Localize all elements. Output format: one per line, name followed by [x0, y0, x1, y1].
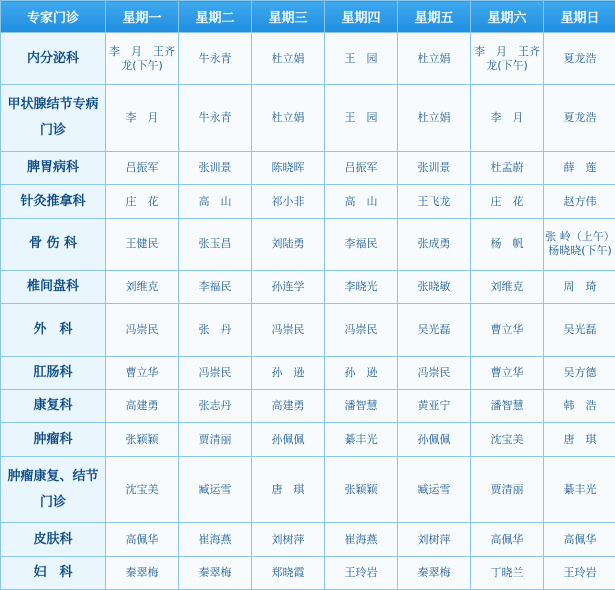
doctor-name: 祁小非: [271, 194, 305, 208]
doctor-cell: [106, 356, 179, 389]
doctor-name: 陈晓晖: [271, 161, 305, 175]
doctor-cell: [179, 152, 252, 185]
doctor-name: 张 岭（上午）杨晓晓(下午): [545, 230, 615, 258]
doctor-name: 庄 花: [125, 194, 159, 208]
doctor-cell: [106, 523, 179, 556]
doctor-cell: [544, 304, 615, 356]
department-name: 肿瘤科: [1, 423, 106, 456]
doctor-cell: [544, 152, 615, 185]
doctor-name: 牛永青: [198, 51, 232, 65]
doctor-cell: [398, 33, 471, 85]
doctor-cell: [252, 271, 325, 304]
doctor-name: 高建勇: [125, 399, 159, 413]
doctor-cell: [106, 185, 179, 218]
doctor-name: 吕振军: [344, 161, 378, 175]
doctor-cell: [106, 152, 179, 185]
doctor-cell: [325, 218, 398, 270]
table-row: [1, 218, 615, 270]
header-day-thu: 星期四: [325, 1, 398, 33]
doctor-cell: [398, 556, 471, 589]
doctor-name: 王玲岩: [344, 565, 378, 579]
table-row: [1, 304, 615, 356]
table-row: [1, 33, 615, 85]
doctor-name: 赵方伟: [563, 194, 597, 208]
doctor-name: 李 月 王齐龙(下午): [109, 44, 175, 72]
doctor-name: 吴光磊: [417, 323, 451, 337]
doctor-name: 张成勇: [417, 237, 451, 251]
doctor-cell: [106, 218, 179, 270]
table-row: [1, 390, 615, 423]
doctor-name: 曹立华: [125, 366, 159, 380]
doctor-name: 张 丹: [198, 323, 232, 337]
doctor-cell: [544, 390, 615, 423]
doctor-cell: [471, 218, 544, 270]
doctor-cell: [325, 271, 398, 304]
doctor-name: 张志丹: [198, 399, 232, 413]
doctor-name: 高佩华: [490, 532, 524, 546]
doctor-name: 杜立娟: [271, 51, 305, 65]
doctor-cell: [471, 85, 544, 152]
doctor-cell: [179, 218, 252, 270]
doctor-cell: [179, 523, 252, 556]
doctor-name: 李晓光: [344, 280, 378, 294]
doctor-name: 夏龙浩: [563, 111, 597, 125]
doctor-cell: [179, 271, 252, 304]
doctor-cell: [252, 423, 325, 456]
doctor-name: 綦丰光: [563, 482, 597, 496]
doctor-name: 秦翠梅: [198, 565, 232, 579]
doctor-cell: [325, 33, 398, 85]
doctor-name: 吕振军: [125, 161, 159, 175]
doctor-name: 沈宝美: [490, 432, 524, 446]
doctor-cell: [106, 271, 179, 304]
doctor-name: 杜立娟: [271, 111, 305, 125]
doctor-name: 李福民: [344, 237, 378, 251]
doctor-name: 冯崇民: [198, 366, 232, 380]
doctor-name: 张训景: [417, 161, 451, 175]
table-row: [1, 456, 615, 523]
doctor-name: 唐 琪: [271, 482, 305, 496]
doctor-cell: [325, 85, 398, 152]
doctor-cell: [325, 456, 398, 523]
doctor-cell: [252, 185, 325, 218]
doctor-name: 孙 逊: [271, 366, 305, 380]
doctor-cell: [179, 423, 252, 456]
header-day-tue: 星期二: [179, 1, 252, 33]
doctor-name: 庄 花: [490, 194, 524, 208]
header-corner: 专家门诊: [1, 1, 106, 33]
department-name: 妇 科: [1, 556, 106, 589]
doctor-cell: [106, 423, 179, 456]
doctor-cell: [106, 85, 179, 152]
header-day-fri: 星期五: [398, 1, 471, 33]
doctor-name: 王 园: [344, 111, 378, 125]
table-row: [1, 356, 615, 389]
department-name: 皮肤科: [1, 523, 106, 556]
doctor-name: 冯崇民: [417, 366, 451, 380]
doctor-name: 高 山: [344, 194, 378, 208]
doctor-name: 丁晓兰: [490, 565, 524, 579]
doctor-name: 刘维克: [125, 280, 159, 294]
doctor-cell: [471, 185, 544, 218]
doctor-cell: [398, 523, 471, 556]
doctor-name: 臧运雪: [198, 482, 232, 496]
doctor-cell: [398, 456, 471, 523]
schedule-body: [1, 33, 615, 590]
doctor-cell: [252, 33, 325, 85]
doctor-name: 吴方德: [563, 366, 597, 380]
header-day-wed: 星期三: [252, 1, 325, 33]
table-row: [1, 152, 615, 185]
doctor-cell: [252, 456, 325, 523]
doctor-name: 杜立娟: [417, 111, 451, 125]
doctor-cell: [471, 456, 544, 523]
doctor-cell: [179, 33, 252, 85]
doctor-cell: [325, 556, 398, 589]
doctor-cell: [325, 152, 398, 185]
doctor-name: 高佩华: [125, 532, 159, 546]
doctor-cell: [398, 218, 471, 270]
doctor-cell: [106, 556, 179, 589]
department-name: 内分泌科: [1, 33, 106, 85]
doctor-cell: [544, 218, 615, 270]
doctor-name: 唐 琪: [563, 432, 597, 446]
doctor-name: 黄亚宁: [417, 399, 451, 413]
doctor-name: 冯崇民: [344, 323, 378, 337]
department-name: 针灸推拿科: [1, 185, 106, 218]
doctor-cell: [398, 185, 471, 218]
doctor-name: 孙连学: [271, 280, 305, 294]
doctor-name: 贾清丽: [490, 482, 524, 496]
doctor-name: 秦翠梅: [417, 565, 451, 579]
doctor-name: 郑晓霞: [271, 565, 305, 579]
header-day-mon: 星期一: [106, 1, 179, 33]
doctor-cell: [106, 456, 179, 523]
doctor-name: 臧运雪: [417, 482, 451, 496]
department-name: 肛肠科: [1, 356, 106, 389]
doctor-cell: [252, 218, 325, 270]
table-row: [1, 271, 615, 304]
doctor-cell: [471, 304, 544, 356]
doctor-name: 杜立娟: [417, 51, 451, 65]
doctor-name: 张训景: [198, 161, 232, 175]
department-name: 脾胃病科: [1, 152, 106, 185]
doctor-name: 孙佩佩: [417, 432, 451, 446]
header-day-sat: 星期六: [471, 1, 544, 33]
doctor-cell: [471, 152, 544, 185]
doctor-cell: [398, 85, 471, 152]
doctor-name: 王飞龙: [417, 194, 451, 208]
doctor-cell: [252, 85, 325, 152]
doctor-name: 崔海燕: [344, 532, 378, 546]
department-name: 椎间盘科: [1, 271, 106, 304]
doctor-cell: [471, 390, 544, 423]
doctor-name: 潘智慧: [490, 399, 524, 413]
doctor-cell: [325, 356, 398, 389]
doctor-cell: [252, 556, 325, 589]
doctor-cell: [544, 523, 615, 556]
department-name: 康复科: [1, 390, 106, 423]
doctor-cell: [398, 271, 471, 304]
doctor-cell: [544, 556, 615, 589]
doctor-name: 杜孟蔚: [490, 161, 524, 175]
department-name: 肿瘤康复、结节门诊: [1, 456, 106, 523]
doctor-name: 刘陆勇: [271, 237, 305, 251]
doctor-cell: [471, 271, 544, 304]
doctor-name: 綦丰光: [344, 432, 378, 446]
doctor-name: 高 山: [198, 194, 232, 208]
doctor-cell: [325, 185, 398, 218]
doctor-cell: [544, 85, 615, 152]
table-row: [1, 185, 615, 218]
doctor-cell: [179, 85, 252, 152]
department-name: 骨 伤 科: [1, 218, 106, 270]
doctor-cell: [398, 390, 471, 423]
doctor-cell: [398, 152, 471, 185]
doctor-cell: [471, 523, 544, 556]
doctor-cell: [179, 556, 252, 589]
doctor-name: 李 月: [125, 111, 159, 125]
table-row: [1, 85, 615, 152]
doctor-name: 沈宝美: [125, 482, 159, 496]
doctor-cell: [325, 523, 398, 556]
doctor-name: 杨 帆: [490, 237, 524, 251]
doctor-cell: [544, 423, 615, 456]
department-name: 甲状腺结节专病门诊: [1, 85, 106, 152]
doctor-name: 王健民: [125, 237, 159, 251]
table-row: [1, 556, 615, 589]
doctor-name: 夏龙浩: [563, 51, 597, 65]
doctor-name: 刘维克: [490, 280, 524, 294]
table-row: [1, 423, 615, 456]
doctor-cell: [398, 304, 471, 356]
doctor-cell: [471, 556, 544, 589]
doctor-cell: [544, 356, 615, 389]
doctor-name: 曹立华: [490, 323, 524, 337]
doctor-name: 贾清丽: [198, 432, 232, 446]
doctor-name: 秦翠梅: [125, 565, 159, 579]
doctor-name: 孙 逊: [344, 366, 378, 380]
doctor-cell: [179, 304, 252, 356]
doctor-name: 崔海燕: [198, 532, 232, 546]
doctor-name: 曹立华: [490, 366, 524, 380]
doctor-name: 李 月 王齐龙(下午): [474, 44, 540, 72]
doctor-cell: [252, 523, 325, 556]
doctor-cell: [471, 423, 544, 456]
table-row: [1, 523, 615, 556]
doctor-name: 李 月: [490, 111, 524, 125]
doctor-name: 冯崇民: [271, 323, 305, 337]
doctor-cell: [252, 304, 325, 356]
doctor-cell: [179, 356, 252, 389]
doctor-name: 张玉昌: [198, 237, 232, 251]
doctor-cell: [179, 390, 252, 423]
doctor-name: 周 琦: [563, 280, 597, 294]
doctor-cell: [471, 33, 544, 85]
doctor-name: 刘树萍: [271, 532, 305, 546]
doctor-name: 张颖颖: [125, 432, 159, 446]
doctor-name: 牛永青: [198, 111, 232, 125]
doctor-cell: [544, 33, 615, 85]
doctor-name: 张颖颖: [344, 482, 378, 496]
doctor-name: 高佩华: [563, 532, 597, 546]
doctor-cell: [544, 271, 615, 304]
doctor-cell: [179, 456, 252, 523]
doctor-cell: [398, 356, 471, 389]
doctor-cell: [252, 390, 325, 423]
doctor-cell: [106, 304, 179, 356]
doctor-cell: [252, 152, 325, 185]
doctor-name: 王 园: [344, 51, 378, 65]
doctor-cell: [106, 33, 179, 85]
doctor-name: 吴光磊: [563, 323, 597, 337]
doctor-name: 韩 浩: [563, 399, 597, 413]
doctor-name: 刘树萍: [417, 532, 451, 546]
department-name: 外 科: [1, 304, 106, 356]
header-row: [1, 1, 615, 33]
header-day-sun: 星期日: [544, 1, 615, 33]
doctor-cell: [325, 304, 398, 356]
doctor-name: 张晓敏: [417, 280, 451, 294]
doctor-cell: [325, 423, 398, 456]
doctor-cell: [252, 356, 325, 389]
doctor-cell: [106, 390, 179, 423]
doctor-cell: [471, 356, 544, 389]
doctor-name: 王玲岩: [563, 565, 597, 579]
doctor-cell: [398, 423, 471, 456]
doctor-cell: [179, 185, 252, 218]
doctor-cell: [544, 185, 615, 218]
doctor-name: 潘智慧: [344, 399, 378, 413]
doctor-name: 冯崇民: [125, 323, 159, 337]
doctor-name: 高建勇: [271, 399, 305, 413]
doctor-name: 李福民: [198, 280, 232, 294]
doctor-cell: [325, 390, 398, 423]
doctor-cell: [544, 456, 615, 523]
doctor-name: 孙佩佩: [271, 432, 305, 446]
doctor-name: 薛 莲: [563, 161, 597, 175]
